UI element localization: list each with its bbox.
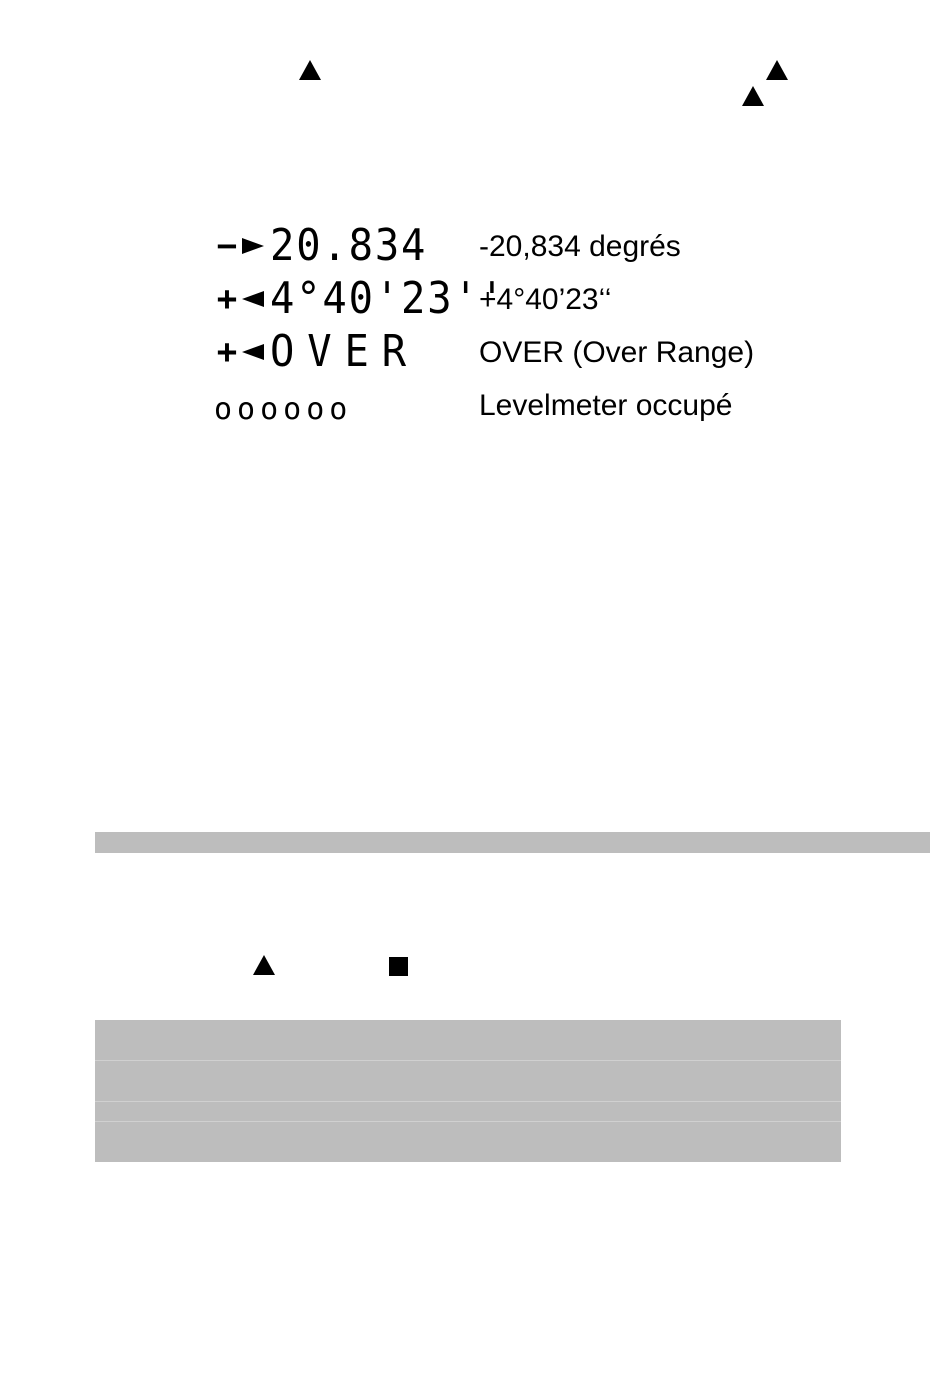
table-row xyxy=(95,1122,841,1162)
reading-description: +4°40’23‘‘ xyxy=(479,283,612,316)
table-row xyxy=(95,1061,841,1102)
lcd-display xyxy=(214,381,352,429)
reading-row xyxy=(214,328,814,381)
arrow-left-icon xyxy=(242,344,264,360)
reading-description: Levelmeter occupé xyxy=(479,389,733,422)
reading-row xyxy=(214,381,814,434)
table-row xyxy=(95,1102,841,1122)
arrow-right-icon xyxy=(242,238,264,254)
sign-indicator: − xyxy=(216,226,238,266)
sign-indicator: + xyxy=(216,279,238,319)
lcd-value: 4°40'23'' xyxy=(270,273,506,324)
section-divider-bar xyxy=(95,832,930,853)
lcd-value: 20.834 xyxy=(270,220,428,271)
grey-table xyxy=(95,1020,841,1162)
reading-description: OVER (Over Range) xyxy=(479,336,755,369)
reading-row xyxy=(214,275,814,328)
triangle-up-icon xyxy=(253,955,275,975)
triangle-up-icon xyxy=(742,86,764,106)
lcd-display xyxy=(214,222,441,270)
square-icon xyxy=(389,957,408,976)
triangle-up-icon xyxy=(766,60,788,80)
arrow-left-icon xyxy=(242,291,264,307)
lcd-display xyxy=(214,328,432,376)
table-row xyxy=(95,1020,841,1061)
lcd-value: OVER xyxy=(270,326,420,377)
reading-row xyxy=(214,222,814,275)
lcd-busy-indicator: oooooo xyxy=(214,392,353,427)
sign-indicator: + xyxy=(216,332,238,372)
display-readings-list xyxy=(214,222,814,434)
reading-description: -20,834 degrés xyxy=(479,230,681,263)
triangle-up-icon xyxy=(299,60,321,80)
